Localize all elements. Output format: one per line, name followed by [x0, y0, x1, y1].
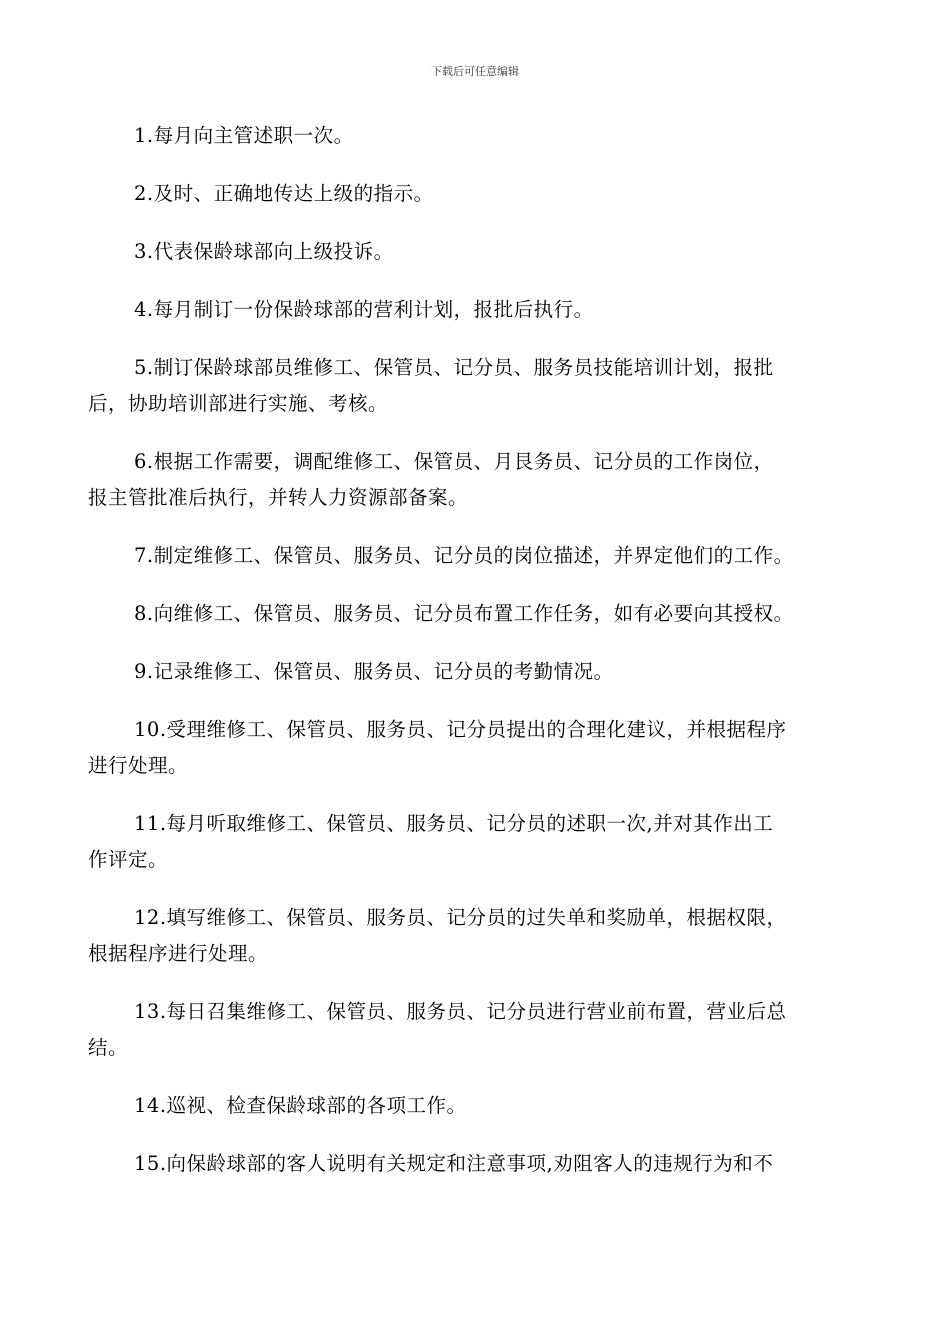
list-item-line-continued: 进行处理。 — [88, 754, 189, 777]
list-item-line: 2.及时、正确地传达上级的指示。 — [134, 182, 434, 205]
list-item-line: 6.根据工作需要，调配维修工、保管员、月艮务员、记分员的工作岗位， — [134, 450, 774, 473]
list-item — [88, 1146, 862, 1182]
list-item-line: 1.每月向主管述职一次。 — [134, 124, 354, 147]
list-item-line: 3.代表保龄球部向上级投诉。 — [134, 240, 394, 263]
list-item — [88, 292, 862, 328]
page-header: 下载后可任意编辑 — [431, 65, 519, 78]
list-item-line: 7.制定维修工、保管员、服务员、记分员的岗位描述，并界定他们的工作。 — [134, 544, 794, 567]
list-item-line: 14.巡视、检查保龄球部的各项工作。 — [134, 1094, 467, 1117]
list-item-line: 4.每月制订一份保龄球部的营利计划，报批后执行。 — [134, 298, 594, 321]
list-item-line-continued: 作评定。 — [88, 848, 169, 871]
list-item-line: 10.受理维修工、保管员、服务员、记分员提出的合理化建议，并根据程序 — [134, 718, 787, 741]
list-item-line: 13.每日召集维修工、保管员、服务员、记分员进行营业前布置，营业后总 — [134, 1000, 787, 1023]
list-item-line: 15.向保龄球部的客人说明有关规定和注意事项,劝阻客人的违规行为和不 — [134, 1152, 774, 1175]
list-item — [88, 444, 862, 516]
list-item — [88, 712, 862, 784]
list-item-line-continued: 结。 — [88, 1036, 129, 1059]
list-item — [88, 900, 862, 972]
list-item-line-continued: 后，协助培训部进行实施、考核。 — [88, 392, 389, 415]
list-item — [88, 654, 862, 690]
list-item — [88, 538, 862, 574]
list-item — [88, 596, 862, 632]
list-item — [88, 350, 862, 422]
list-item-line: 11.每月听取维修工、保管员、服务员、记分员的述职一次,并对其作出工 — [134, 812, 774, 835]
list-item — [88, 176, 862, 212]
list-item — [88, 118, 862, 154]
list-item — [88, 994, 862, 1066]
list-item-line: 9.记录维修工、保管员、服务员、记分员的考勤情况。 — [134, 660, 614, 683]
list-item-line: 12.填写维修工、保管员、服务员、记分员的过失单和奖励单，根据权限， — [134, 906, 787, 929]
list-item — [88, 806, 862, 878]
list-item — [88, 1088, 862, 1124]
list-item-line-continued: 根据程序进行处理。 — [88, 942, 269, 965]
list-item-line: 5.制订保龄球部员维修工、保管员、记分员、服务员技能培训计划，报批 — [134, 356, 774, 379]
document-body — [88, 118, 862, 1204]
list-item-line-continued: 报主管批准后执行，并转人力资源部备案。 — [88, 486, 469, 509]
list-item-line: 8.向维修工、保管员、服务员、记分员布置工作任务，如有必要向其授权。 — [134, 602, 794, 625]
list-item — [88, 234, 862, 270]
